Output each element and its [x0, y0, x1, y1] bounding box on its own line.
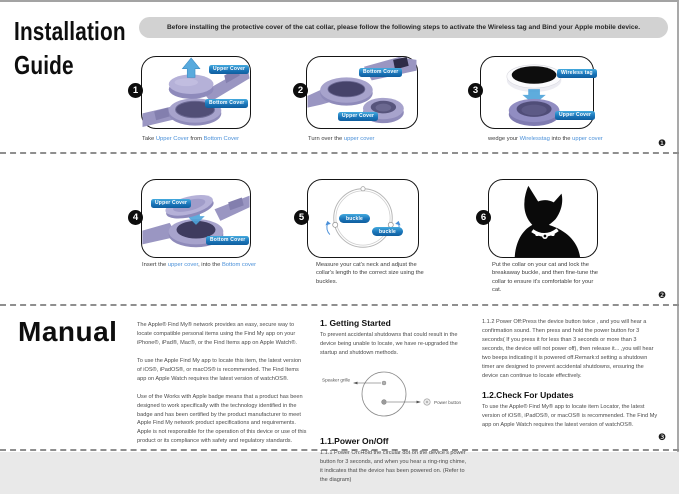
wireless-tag-label: Wireless tag	[557, 69, 597, 78]
upper-cover-label: Upper Cover	[151, 199, 191, 208]
speaker-grille-dot	[382, 381, 386, 385]
step-card-3	[480, 56, 594, 129]
manual-column-getting-started	[320, 318, 467, 494]
power-button-dot	[382, 400, 387, 405]
adjust-arrow-left-icon	[327, 224, 330, 235]
buckle-label-2: buckle	[372, 227, 403, 236]
buckle-left-icon	[333, 222, 338, 227]
dashed-divider-1	[0, 152, 679, 154]
speaker-grille-label: Speaker grille	[322, 377, 351, 383]
step-caption-1: Take Upper Cover from Bottom Cover	[142, 136, 240, 142]
power-off-paragraph: 1.1.2 Power Off:Press the device button twice , and you will hear a confirmation sound. Then press and hold the power button for 3 seconds( If you press it for less than 3 seconds or more than 3 seconds, the device will not power off), then release it... ,you will hear two beeps indicating it is powered off.Remark:d setting a shutdown timer are designed to prevent accidental shutdowns, ensuring the device can continue to locate effectively.	[482, 319, 654, 379]
insert-cover-illustration	[142, 180, 250, 257]
step-card-4	[141, 179, 251, 258]
step-number-badge-6: 6	[476, 210, 491, 225]
page-marker-2: ❷	[658, 290, 667, 300]
upper-cover-label: Upper Cover	[209, 65, 249, 74]
bottom-cover-label: Bottom Cover	[359, 68, 402, 77]
dashed-divider-2	[0, 304, 679, 306]
step-caption-3: wedge your Wirelesstag into the upper cover	[488, 136, 603, 142]
step-card-6	[488, 179, 598, 258]
apple-findmy-paragraph-1: The Apple® Find My® network provides an easy, secure way to locate compatible personal items using the Find My app on your iPhone®, iPad®, Mac®, or the Find Items app on Apple Watch®.	[137, 322, 297, 346]
getting-started-intro: To prevent accidental shutdowns that could result in the device being unable to locate, we have re-upgraded the startup and shutdown methods.	[320, 332, 458, 357]
page-title	[14, 14, 126, 82]
step-card-1	[141, 56, 251, 129]
step-number-badge-4: 4	[128, 210, 143, 225]
arrow-left-icon	[353, 382, 358, 385]
step-card-2	[306, 56, 418, 129]
cat-silhouette	[515, 186, 580, 257]
step-caption-2: Turn over the upper cover	[308, 136, 375, 142]
bottom-cover-label: Bottom Cover	[205, 99, 248, 108]
step-number-badge-5: 5	[294, 210, 309, 225]
step-number-badge-2: 2	[293, 83, 308, 98]
check-updates-paragraph: To use the Apple® Find My® app to locate item Locator, the latest version of iOS®, iPadOS®, or macOS® is recommended. The Find My app on Apple Watch requires the latest version of watchOS®.	[482, 403, 658, 428]
bottom-cover-label: Bottom Cover	[206, 236, 249, 245]
page-marker-1: ❶	[658, 138, 667, 148]
step-number-badge-3: 3	[468, 83, 483, 98]
getting-started-heading: 1. Getting Started	[320, 318, 391, 328]
buckle-label-1: buckle	[339, 214, 370, 223]
cat-wearing-collar-illustration	[489, 180, 597, 257]
instruction-banner: Before installing the protective cover of the cat collar, please follow the following steps to activate the Wireless tag and Bind your Apple mobile device.	[139, 17, 668, 38]
power-onoff-heading: 1.1.Power On/Off	[320, 435, 389, 446]
page-title-line2: Guide	[14, 50, 74, 80]
apple-findmy-paragraph-2: To use the Apple Find My app to locate this item, the latest version of iOS®, iPadOS®, or macOS® is recommended. The Find Items app on Apple Watch requires the latest version of watchOS®.	[137, 357, 302, 382]
power-on-paragraph: 1.1.1 Power On:Hold the circular dot on the device's power button for 3 seconds, and when you hear a ring-ring chime, it indicates that the device has been powered on. (Refer to the diagram)	[320, 450, 467, 483]
page-title-line1: Installation	[14, 16, 126, 46]
arrow-right-icon	[417, 401, 422, 404]
step-caption-6: Put the collar on your cat and lock the breakaway buckle, and then fine-tune the collar to ensure it's comfortable for your cat.	[492, 262, 599, 294]
apple-findmy-paragraph-3: Use of the Works with Apple badge means that a product has been designed to work specifically with the technology identified in the badge and has been certified by the product manufacturer to meet Apple Find My network product specifications and requirements. Apple is not responsible for the operation of this device or use of this product or its compliance with safety and regulatory standards.	[137, 393, 307, 445]
device-button-diagram	[320, 369, 467, 421]
arrow-up-icon	[182, 58, 200, 77]
collar-clasp-icon	[361, 187, 365, 191]
upper-cover-label: Upper Cover	[555, 111, 595, 120]
manual-column-power-off	[482, 318, 660, 439]
check-updates-heading: 1.2.Check For Updates	[482, 389, 574, 400]
power-button-label: Power button	[434, 399, 462, 405]
step-caption-5: Measure your cat's neck and adjust the collar's length to the correct size using the buckles.	[316, 262, 424, 285]
step-caption-4: Insert the upper cover, into the Bottom cover	[142, 262, 257, 268]
manual-title: Manual	[18, 316, 118, 347]
upper-cover-label: Upper Cover	[338, 112, 378, 121]
manual-column-apple-notice	[137, 321, 307, 455]
step-number-badge-1: 1	[128, 83, 143, 98]
page-marker-3: ❸	[658, 432, 667, 442]
step-card-5	[307, 179, 419, 258]
